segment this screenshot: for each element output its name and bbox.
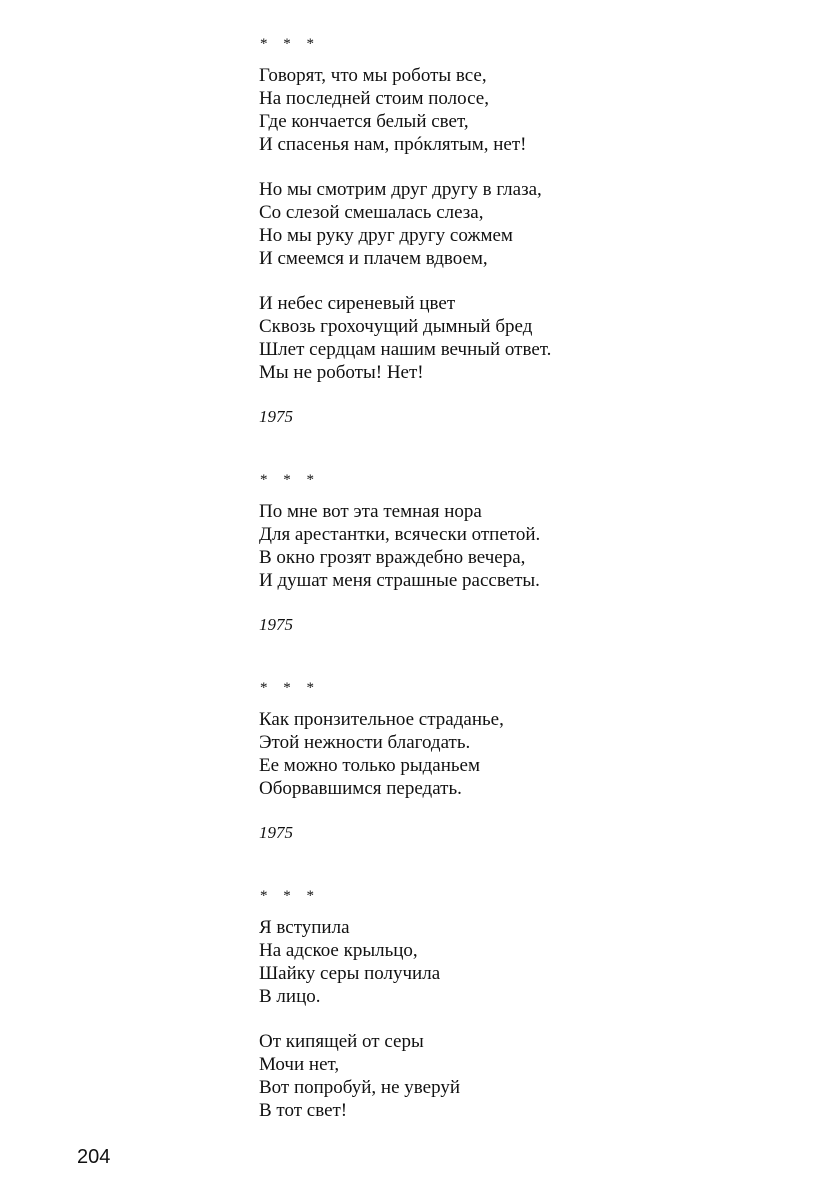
poem-line: Для арестантки, всячески отпетой. (259, 524, 541, 545)
poem-year: 1975 (259, 407, 293, 426)
poem-line: Говорят, что мы роботы все, (259, 65, 487, 86)
poem-line: В окно грозят враждебно вечера, (259, 547, 526, 568)
stanza (259, 178, 779, 270)
stanza (259, 708, 779, 800)
poem-line: В лицо. (259, 986, 321, 1007)
poem-line: Ее можно только рыданьем (259, 755, 481, 776)
poem-line: На последней стоим полосе, (259, 88, 489, 109)
poem-line: В тот свет! (259, 1100, 348, 1121)
poem-line: Оборвавшимся передать. (259, 778, 462, 799)
poem-separator-stars: * * * (260, 888, 320, 904)
poem-separator-stars: * * * (260, 36, 320, 52)
poem-line: Как пронзительное страданье, (259, 709, 504, 730)
poem-3 (259, 678, 779, 844)
poem-line: Где кончается белый свет, (259, 111, 469, 132)
poem-line: Но мы руку друг другу сожмем (259, 225, 513, 246)
poem-4 (259, 886, 779, 1122)
poem-line: И смеемся и плачем вдвоем, (259, 248, 488, 269)
poem-line: От кипящей от серы (259, 1031, 424, 1052)
poem-line: На адское крыльцо, (259, 940, 418, 961)
poem-separator-stars: * * * (260, 680, 320, 696)
poem-line: Этой нежности благодать. (259, 732, 471, 753)
poem-line: И душат меня страшные рассветы. (259, 570, 540, 591)
poem-line: Я вступила (259, 917, 350, 938)
stanza (259, 1030, 779, 1122)
poem-line: Мочи нет, (259, 1054, 340, 1075)
poem-line: И спасенья нам, прóклятым, нет! (259, 134, 527, 155)
poem-line: Но мы смотрим друг другу в глаза, (259, 179, 542, 200)
poem-2 (259, 470, 779, 636)
page-number: 204 (77, 1146, 111, 1168)
poem-1 (259, 34, 779, 428)
stanza (259, 64, 779, 156)
poem-line: Шлет сердцам нашим вечный ответ. (259, 339, 552, 360)
poem-line: Вот попробуй, не уверуй (259, 1077, 460, 1098)
stanza (259, 916, 779, 1008)
poem-year: 1975 (259, 615, 293, 634)
poem-line: Со слезой смешалась слеза, (259, 202, 484, 223)
poem-line: Мы не роботы! Нет! (259, 362, 424, 383)
poem-year: 1975 (259, 823, 293, 842)
poem-line: Сквозь грохочущий дымный бред (259, 316, 533, 337)
poem-separator-stars: * * * (260, 472, 320, 488)
poem-column (259, 34, 779, 1122)
poem-line: И небес сиреневый цвет (259, 293, 456, 314)
stanza (259, 292, 779, 384)
poem-line: Шайку серы получила (259, 963, 441, 984)
stanza (259, 500, 779, 592)
poem-line: По мне вот эта темная нора (259, 501, 482, 522)
